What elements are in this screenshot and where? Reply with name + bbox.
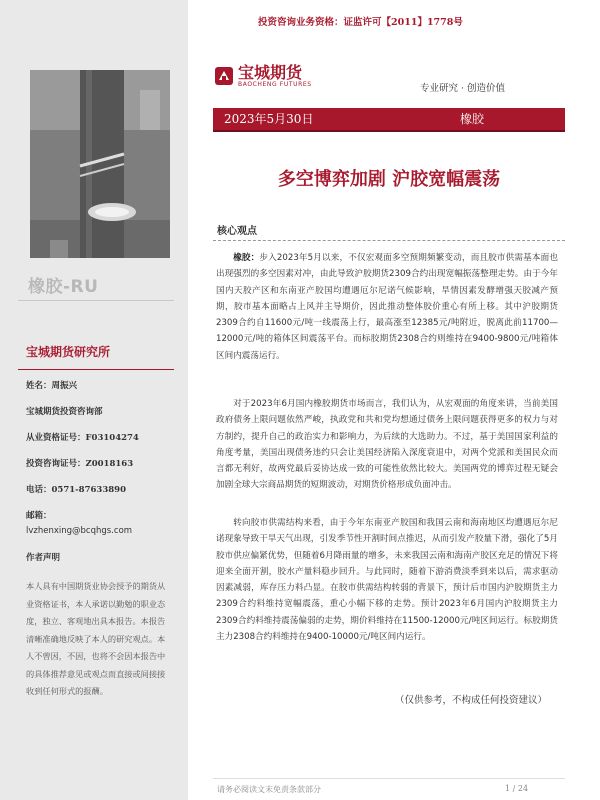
rubber-tree-photo-icon [30,70,170,258]
disclaimer-note: （仅供参考，不构成任何投资建议） [395,695,548,706]
paragraph-1 [216,250,558,364]
paragraph-3 [216,515,558,645]
paragraph-2 [216,396,558,494]
email-link[interactable]: lvzhenxing@bcqhgs.com [26,526,133,536]
section-divider [213,240,565,241]
sidebar [0,0,188,800]
footer-divider [213,778,565,779]
institute-name: 宝城期货研究所 [26,345,111,359]
license-text: 投资咨询业务资格：证监许可【2011】1778号 [258,17,463,28]
paragraph-text: 步入2023年5月以来，不仅宏观面多空预期频繁变动，而且胶市供需基本面也出现强烈的多空因素对冲，由此导致沪胶期货2309合约出现宽幅振荡整理走势。由于今年国内天胶产区和东南亚产胶国均遭遇厄尔尼诺气候影响，旱情因素发酵增强天胶减产预期，胶市基本面略占上风并主导期价，因此推动整体胶价重心有所上移。其中沪胶期货2309合约自11600元/吨一线震荡上行，最高涨至12385元/吨附近，脱离此前11700—12000元/吨的箱体区间震荡平台。而标胶期货2308合约则维持在9400-9800元/吨箱体区间内震荡运行。 [216,253,558,361]
company-logo [214,64,312,88]
practice-cert: 从业资格证号：F03104274 [26,433,139,443]
analyst-name: 姓名：周振兴 [26,381,78,391]
report-category: 橡胶 [460,112,485,126]
phone: 电话：0571-87633890 [26,485,126,495]
disclaimer-title: 作者声明 [26,553,61,563]
paragraph-text: 对于2023年6月国内橡胶期货市场而言，我们认为，从宏观面的角度来讲，当前美国政府债务上限问题依然严峻，执政党和共和党均想通过债务上限问题获得更多的权力与对方制约，提升自己的政治实力和影响力，为后续的大选助力。不过，基于美国国家利益的角度考量，美国出现债务违约只会让美国经济陷入深度衰退中，对两个党派和美国民众而言都无利好，故两党最后妥协达成一致的可能性依然比较大。美国两党的博弈过程无疑会加剧全球大宗商品期货的短期波动，对期货价格形成负面冲击。 [216,399,558,491]
slogan: 专业研究 · 创造价值 [420,83,506,94]
date-band-underline [213,130,565,132]
paragraph-text: 转向胶市供需结构来看，由于今年东南亚产胶国和我国云南和海南地区均遭遇厄尔尼诺现象导致干旱天气出现，引发季节性开割时间点推迟，从而引发产胶量下滑，强化了5月胶市供应偏紧优势，但随着6月降雨量的增多，未来我国云南和海南产胶区充足的情况下将迎来全面开割，胶水产量料稳步回升。与此同时，随着下游消费淡季到来以后，需求驱动因素减弱，库存压力料凸显。在胶市供需结构转弱的背景下，预计后市国内沪胶期货主力2309合约料维持宽幅震荡，重心小幅下移的走势。预计2023年6月国内沪胶期货主力2309合约料维持震荡偏弱的走势，期价料维持在11500-12000元/吨区间运行。标胶期货主力2308合约料维持在9400-10000元/吨区间内运行。 [216,518,558,643]
section-heading: 核心观点 [217,226,257,237]
divider [18,369,174,370]
page-number: 1 / 24 [505,784,529,793]
baocheng-logo-icon [214,66,234,86]
department: 宝城期货投资咨询部 [26,407,103,417]
disclaimer-body: 本人具有中国期货业协会授予的期货从业资格证书，本人承诺以勤勉的职业态度，独立、客观地出具本报告。本报告清晰准确地反映了本人的研究观点。本人不曾因，不因，也将不会因本报告中的具体推荐意见或观点而直接或间接接收到任何形式的报酬。 [26,581,166,696]
footer-text: 请务必阅读文末免责条款部分 [217,785,321,794]
logo-chinese: 宝城期货 [238,63,303,82]
paragraph-lead: 橡胶： [233,253,260,263]
email-label: 邮箱： [26,511,52,521]
report-title: 多空博弈加剧 沪胶宽幅震荡 [277,169,501,190]
report-date: 2023年5月30日 [224,112,314,126]
advisory-cert: 投资咨询证号：Z0018163 [26,459,134,469]
divider [18,300,174,301]
logo-english: BAOCHENG FUTURES [238,81,312,88]
cover-photo [30,70,170,258]
product-label: 橡胶-RU [28,277,99,297]
